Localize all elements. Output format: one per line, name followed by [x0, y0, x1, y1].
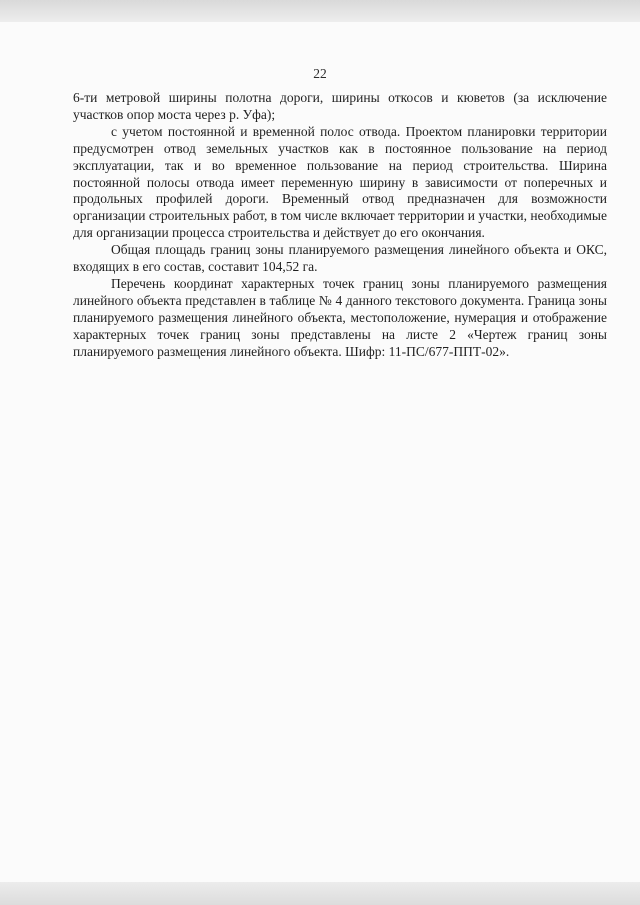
page-number: 22 [313, 66, 327, 81]
paragraph-coordinates-list: Перечень координат характерных точек границ зоны планируемого размещения линейного объекта представлен в таблице № 4 данного текстового документа. Граница зоны планируемого размещения линейного объекта, местоположение, нумерация и отображение характерных точек границ зоны представлены на листе 2 «Чертеж границ зоны планируемого размещения линейного объекта. Шифр: 11-ПС/677-ППТ-02». [73, 275, 607, 359]
scan-bottom-edge [0, 882, 640, 905]
document-body [73, 90, 607, 361]
paragraph-total-area: Общая площадь границ зоны планируемого размещения линейного объекта и ОКС, входящих в его состав, составит 104,52 га. [73, 242, 607, 275]
scan-top-edge [0, 0, 640, 22]
paragraph-right-of-way: с учетом постоянной и временной полос отвода. Проектом планировки территории предусмотрен отвод земельных участков как в постоянное пользование на период эксплуатации, так и во временное пользование на период строительства. Ширина постоянной полосы отвода имеет переменную ширину в зависимости от поперечных и продольных профилей дороги. Временный отвод предназначен для возможности организации строительных работ, в том числе включает территории и участки, необходимые для организации процесса строительства и действует до его окончания. [73, 123, 607, 241]
paragraph-continuation: 6-ти метровой ширины полотна дороги, ширины откосов и кюветов (за исключение участков опор моста через р. Уфа); [73, 90, 607, 122]
